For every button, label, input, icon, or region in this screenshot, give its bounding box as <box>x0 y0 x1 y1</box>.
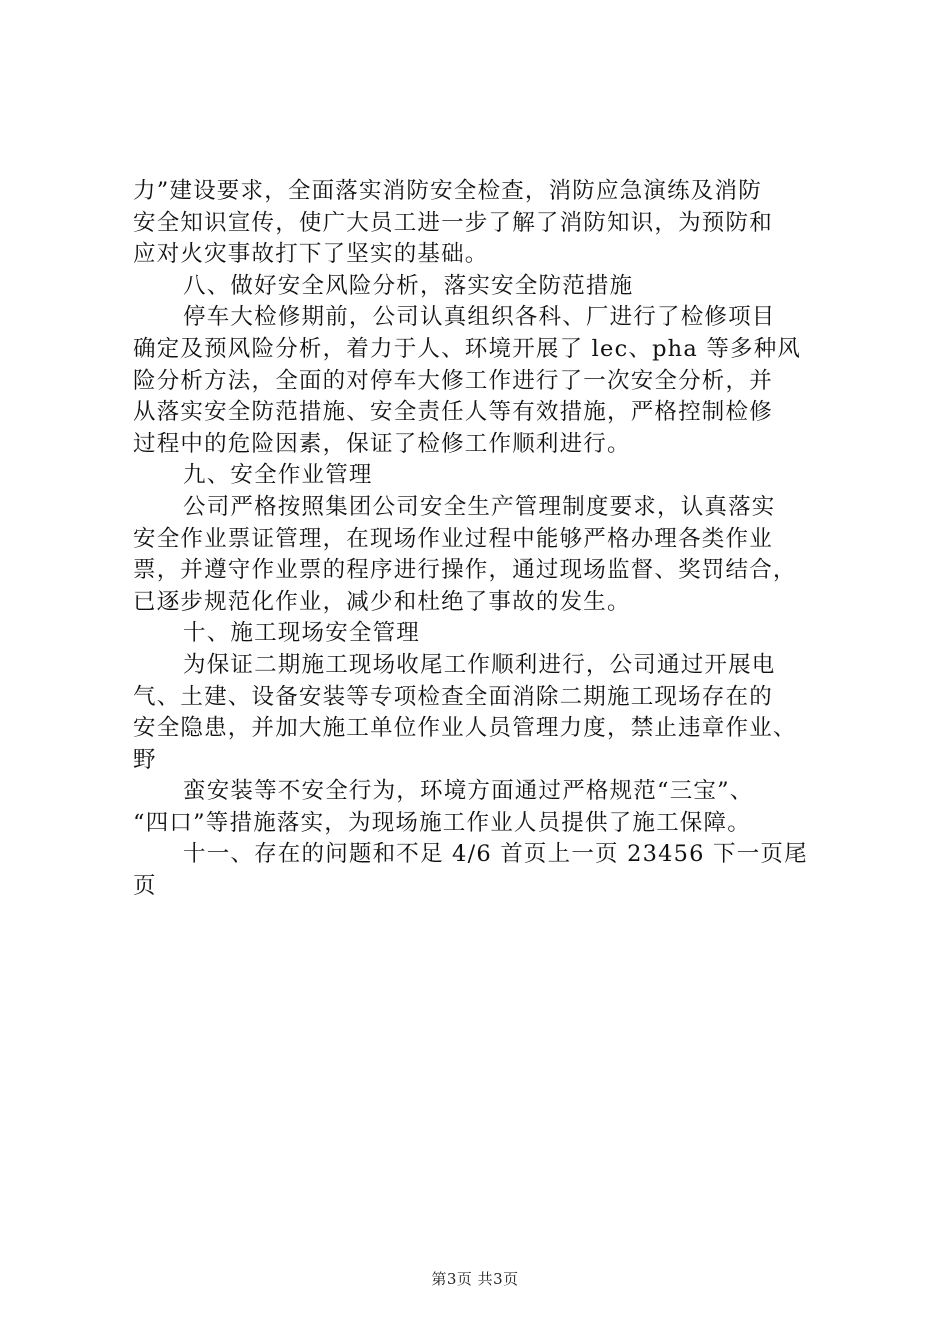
text-line: 已逐步规范化作业，减少和杜绝了事故的发生。 <box>133 588 631 615</box>
text-line: 险分析方法，全面的对停车大修工作进行了一次安全分析，并 <box>133 367 773 394</box>
text-line: 气、土建、设备安装等专项检查全面消除二期施工现场存在的 <box>133 683 773 710</box>
text-line: 为保证二期施工现场收尾工作顺利进行，公司通过开展电 <box>183 651 776 678</box>
section-heading: 十、施工现场安全管理 <box>183 620 421 647</box>
text-line: 过程中的危险因素，保证了检修工作顺利进行。 <box>133 430 631 457</box>
text-line: 安全隐患，并加大施工单位作业人员管理力度，禁止违章作业、 <box>133 715 797 742</box>
document-body <box>133 176 833 903</box>
section-heading: 八、做好安全风险分析，落实安全防范措施 <box>183 272 634 299</box>
text-line: 安全知识宣传，使广大员工进一步了解了消防知识，为预防和 <box>133 209 773 236</box>
text-line: 页 <box>133 873 157 900</box>
text-line: “四口”等措施落实，为现场施工作业人员提供了施工保障。 <box>133 809 751 836</box>
text-line: 停车大检修期前，公司认真组织各科、厂进行了检修项目 <box>183 304 776 331</box>
text-line: 应对火灾事故打下了坚实的基础。 <box>133 241 489 268</box>
text-line: 力”建设要求，全面落实消防安全检查，消防应急演练及消防 <box>133 178 762 204</box>
text-line: 蛮安装等不安全行为，环境方面通过严格规范“三宝”、 <box>183 778 754 805</box>
text-line: 公司严格按照集团公司安全生产管理制度要求，认真落实 <box>183 493 776 520</box>
section-heading: 十一、存在的问题和不足 4/6 首页上一页 23456 下一页尾 <box>183 841 808 868</box>
page-number-footer: 第3页 共3页 <box>431 1270 519 1288</box>
text-line: 票，并遵守作业票的程序进行操作，通过现场监督、奖罚结合， <box>133 557 797 584</box>
text-line: 确定及预风险分析，着力于人、环境开展了 lec、pha 等多种风 <box>133 335 802 362</box>
text-line: 从落实安全防范措施、安全责任人等有效措施，严格控制检修 <box>133 399 773 426</box>
text-line: 野 <box>133 746 157 773</box>
section-heading: 九、安全作业管理 <box>183 462 373 489</box>
text-line: 安全作业票证管理，在现场作业过程中能够严格办理各类作业 <box>133 525 773 552</box>
